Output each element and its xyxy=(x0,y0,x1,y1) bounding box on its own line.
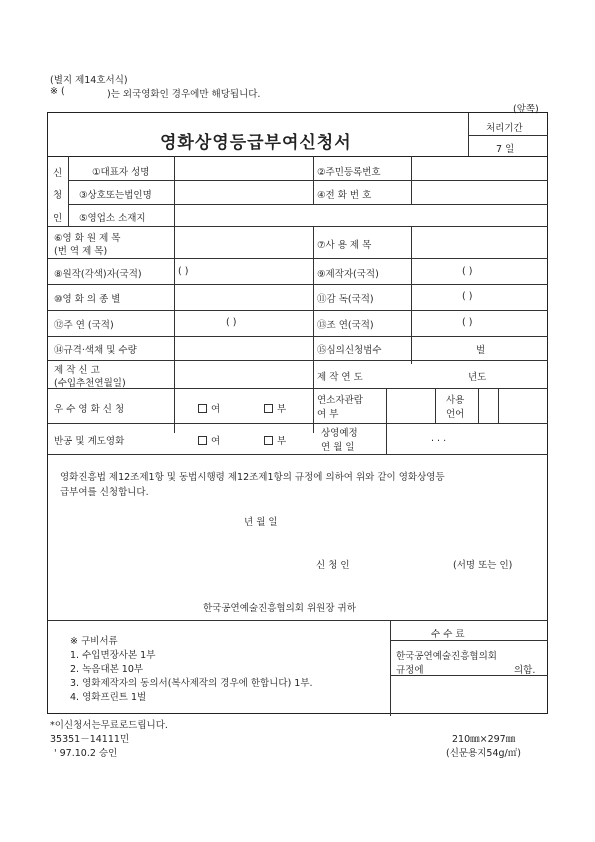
required-doc-item: 3. 영화제작자의 동의서(복사제작의 경우에 한합니다) 1부. xyxy=(70,678,313,689)
applicant-side-char-2: 청 xyxy=(53,190,63,201)
production-year-label: 제 작 연 도 xyxy=(317,372,363,383)
review-count-unit: 벌 xyxy=(476,345,486,356)
review-count-label: ⑮심의신청범수 xyxy=(317,345,382,356)
excellent-film-label: 우 수 영 화 신 청 xyxy=(54,404,125,415)
scheduled-date-dots: . . . xyxy=(431,433,447,444)
production-report-label: 제 작 신 고 xyxy=(54,365,100,376)
checkbox-icon xyxy=(198,436,207,445)
anticommunist-film-label: 반공 및 계도영화 xyxy=(54,436,125,447)
spec-label: ⑭규격·색채 및 수량 xyxy=(54,345,137,356)
language-label: 사용 xyxy=(446,395,465,406)
producer-nationality: ( ) xyxy=(462,266,473,277)
required-doc-item: 2. 녹음대본 10부 xyxy=(70,664,144,675)
front-side-label: (앞쪽) xyxy=(513,104,539,115)
checkbox-icon xyxy=(264,404,273,413)
foreign-note-suffix: )는 외국영화인 경우에만 해당됩니다. xyxy=(107,89,261,100)
statement-line-1: 영화진흥법 제12조제1항 및 동법시행령 제12조제1항의 규정에 의하여 위와 같이 영화상영등 xyxy=(60,472,445,483)
form-title: 영화상영등급부여신청서 xyxy=(160,133,352,153)
youth-viewing-label-2: 여 부 xyxy=(317,409,339,420)
paper-weight: (신문용지54g/㎡) xyxy=(446,748,521,759)
scheduled-date-label-2: 연 월 일 xyxy=(321,442,355,453)
required-doc-item: 4. 영화프린트 1벌 xyxy=(70,692,147,703)
form-number: (별지 제14호서식) xyxy=(50,75,128,86)
youth-viewing-label: 연소자관람 xyxy=(317,395,363,406)
anticommunist-yes-option[interactable]: 여 xyxy=(198,433,220,447)
resident-reg-label: ②주민등록번호 xyxy=(317,167,381,178)
required-doc-item: 1. 수입면장사본 1부 xyxy=(70,650,156,661)
original-title-label: ⑥영 화 원 제 목 xyxy=(54,233,121,244)
author-nationality: ( ) xyxy=(178,266,189,277)
required-docs-heading: ※ 구비서류 xyxy=(70,636,118,647)
lead-actor-nationality: ( ) xyxy=(226,317,237,328)
applicant-sign-label: 신 청 인 xyxy=(316,560,350,571)
foreign-note-prefix: ※ ( xyxy=(50,86,65,97)
free-form-note: *이신청서는무료로드립니다. xyxy=(50,720,168,731)
genre-label: ⑩영 화 의 종 별 xyxy=(54,294,121,305)
fee-heading: 수 수 료 xyxy=(431,629,465,640)
producer-label: ⑨제작자(국적) xyxy=(317,269,379,280)
approval-date: ' 97.10.2 승인 xyxy=(54,748,118,759)
application-date: 년 월 일 xyxy=(244,517,278,528)
anticommunist-no-option[interactable]: 부 xyxy=(264,433,286,447)
use-title-label: ⑦사 용 제 목 xyxy=(317,240,372,251)
language-label-2: 언어 xyxy=(446,409,465,420)
author-label: ⑧원작(각색)자(국적) xyxy=(54,269,142,280)
application-form xyxy=(47,112,548,714)
statement-line-2: 급부여를 신청합니다. xyxy=(60,487,149,498)
excellent-yes-option[interactable]: 여 xyxy=(198,401,220,415)
processing-period-value: 7 일 xyxy=(496,144,515,155)
production-year-unit: 년도 xyxy=(468,372,487,383)
phone-label: ④전 화 번 호 xyxy=(317,190,372,201)
rep-name-label: ①대표자 성명 xyxy=(92,167,150,178)
director-label: ⑪감 독(국적) xyxy=(317,294,374,305)
scheduled-date-label: 상영예정 xyxy=(321,428,358,439)
translated-title-label: (번 역 제 목) xyxy=(54,246,108,257)
supporting-actor-nationality: ( ) xyxy=(462,317,473,328)
checkbox-icon xyxy=(198,404,207,413)
office-address-label: ⑤영업소 소재지 xyxy=(79,213,146,224)
director-nationality: ( ) xyxy=(462,291,473,302)
checkbox-icon xyxy=(264,436,273,445)
excellent-no-option[interactable]: 부 xyxy=(264,401,286,415)
applicant-side-char-3: 인 xyxy=(53,213,63,224)
paper-size: 210㎜×297㎜ xyxy=(452,734,516,745)
addressee: 한국공연예술진흥협의회 위원장 귀하 xyxy=(203,603,356,614)
lead-actor-label: ⑫주 연 (국적) xyxy=(54,320,114,331)
processing-period-label: 처리기간 xyxy=(486,123,523,134)
supporting-actor-label: ⑬조 연(국적) xyxy=(317,320,374,331)
form-code: 35351－14111민 xyxy=(50,734,130,745)
fee-text-1: 한국공연예술진흥협의회 xyxy=(396,651,497,662)
fee-text-2: 규정에 xyxy=(396,665,424,676)
import-date-label: (수입추천연월일) xyxy=(54,378,126,389)
applicant-side-char-1: 신 xyxy=(53,168,63,179)
fee-text-3: 의함. xyxy=(514,665,536,676)
company-name-label: ③상호또는법인명 xyxy=(79,190,152,201)
signature-note: (서명 또는 인) xyxy=(453,560,513,571)
